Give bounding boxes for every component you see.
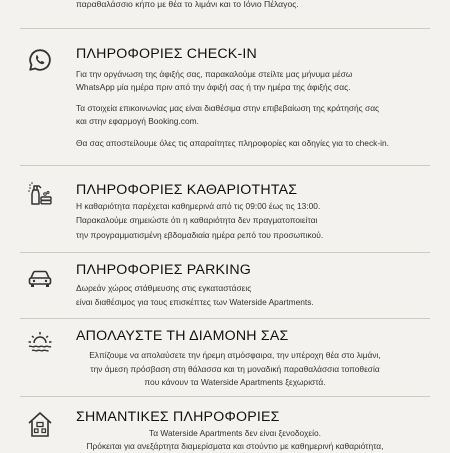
section-divider [20, 165, 430, 166]
whatsapp-icon [26, 46, 54, 74]
section-title-enjoy-stay: ΑΠΟΛΑΥΣΤΕ ΤΗ ΔΙΑΜΟΝΗ ΣΑΣ [76, 328, 289, 344]
parking-text: Δωρεάν χώρος στάθμευσης στις εγκαταστάσεις [76, 283, 252, 293]
section-divider [20, 396, 430, 397]
section-title-important: ΣΗΜΑΝΤΙΚΕΣ ΠΛΗΡΟΦΟΡΙΕΣ [76, 409, 280, 425]
cleaning-text: Η καθαριότητα παρέχεται καθημερινά από τις 09:00 έως τις 13:00. [76, 201, 321, 211]
check-in-text: και στην εφαρμογή Booking.com. [76, 116, 199, 126]
section-title-check-in: ΠΛΗΡΟΦΟΡΙΕΣ CHECK-IN [76, 46, 257, 62]
enjoy-stay-text: Ελπίζουμε να απολαύσετε την ήρεμη ατμόσφαιρα, την υπέροχη θέα στο λιμάνι, [89, 350, 381, 360]
cleaning-text: την προγραμματισμένη εβδομαδιαία ημέρα ρεπό του προσωπικού. [76, 230, 324, 240]
section-title-cleaning: ΠΛΗΡΟΦΟΡΙΕΣ ΚΑΘΑΡΙΟΤΗΤΑΣ [76, 182, 298, 198]
section-title-parking: ΠΛΗΡΟΦΟΡΙΕΣ PARKING [76, 262, 252, 278]
important-text: Τα Waterside Apartments δεν είναι ξενοδοχείο. [149, 428, 321, 438]
car-icon [26, 264, 54, 292]
cleaning-spray-icon [26, 180, 54, 208]
section-divider [20, 252, 430, 253]
parking-text: είναι διαθέσιμος για τους επισκέπτες των Waterside Apartments. [76, 297, 314, 307]
section-divider [20, 318, 430, 319]
important-text: Πρόκειται για ανεξάρτητα διαμερίσματα και στούντιο με καθημερινή καθαριότητα, [86, 441, 384, 451]
cleaning-text: Παρακαλούμε σημειώστε ότι η καθαριότητα δεν πραγματοποιείται [76, 215, 318, 225]
check-in-text: WhatsApp μία ημέρα πριν από την άφιξή σας ή την ημέρα της άφιξής σας. [76, 82, 351, 92]
intro-text-tail: παραθαλάσσιο κήπο με θέα το λιμάνι και το Ιόνιο Πέλαγος. [76, 0, 299, 9]
enjoy-stay-text: την άμεση πρόσβαση στη θάλασσα και τη μοναδική παραθαλάσσια τοποθεσία [90, 364, 380, 374]
check-in-text: Τα στοιχεία επικοινωνίας μας είναι διαθέσιμα στην επιβεβαίωση της κράτησής σας [76, 103, 380, 113]
check-in-text: Θα σας αποστείλουμε όλες τις απαραίτητες πληροφορίες και οδηγίες για το check-in. [76, 138, 389, 148]
check-in-text: Για την οργάνωση της άφιξής σας, παρακαλούμε στείλτε μας μήνυμα μέσω [76, 69, 353, 79]
enjoy-stay-text: που κάνουν τα Waterside Apartments ξεχωριστά. [144, 377, 326, 387]
section-divider [20, 28, 430, 29]
